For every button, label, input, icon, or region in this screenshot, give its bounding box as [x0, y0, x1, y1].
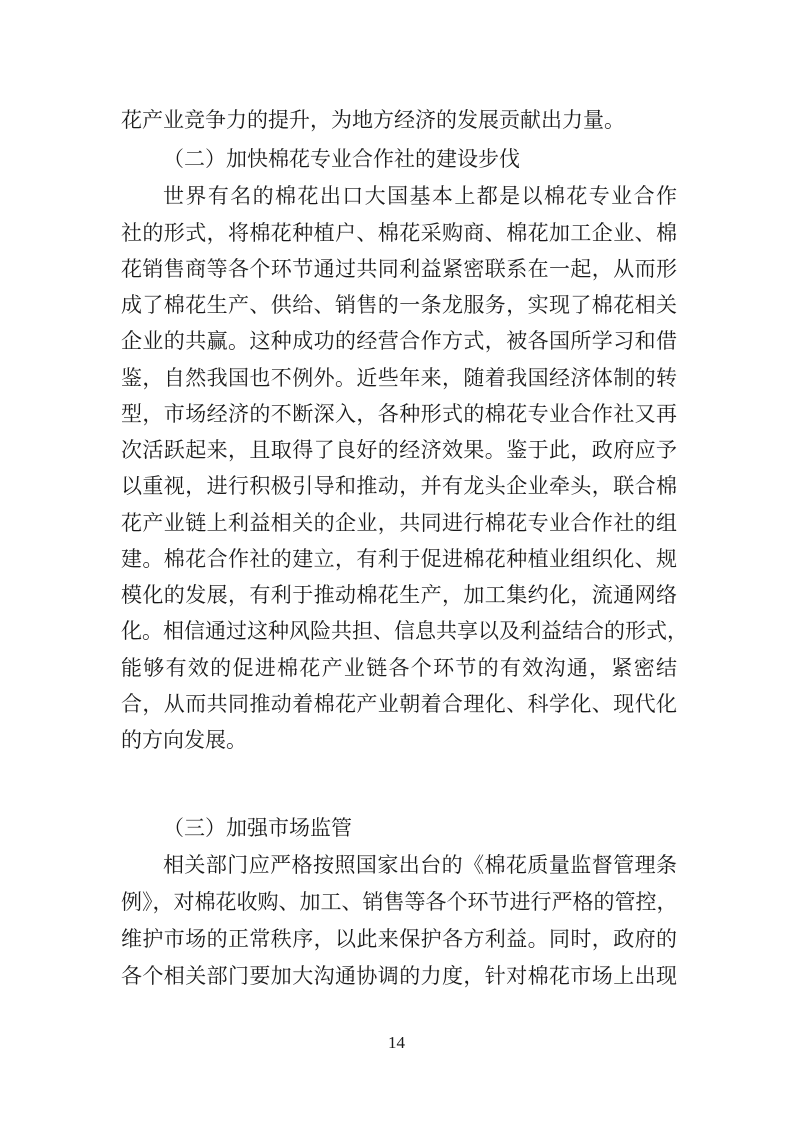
paragraph-line: 模化的发展，有利于推动棉花生产，加工集约化，流通网络 — [121, 583, 677, 607]
paragraph-line: 次活跃起来，且取得了良好的经济效果。鉴于此，政府应予 — [121, 438, 677, 462]
paragraph-line: 维护市场的正常秩序，以此来保护各方利益。同时，政府的 — [121, 927, 677, 951]
paragraph-line: 以重视，进行积极引导和推动，并有龙头企业牵头，联合棉 — [121, 474, 677, 498]
paragraph-line: 各个相关部门要加大沟通协调的力度，针对棉花市场上出现 — [121, 964, 677, 988]
paragraph-line: 例》，对棉花收购、加工、销售等各个环节进行严格的管控， — [121, 890, 678, 914]
paragraph-line: 能够有效的促进棉花产业链各个环节的有效沟通，紧密结 — [121, 656, 677, 680]
paragraph-line: 企业的共赢。这种成功的经营合作方式，被各国所学习和借 — [121, 329, 677, 353]
paragraph-line: 花产业链上利益相关的企业，共同进行棉花专业合作社的组 — [121, 511, 677, 535]
paragraph-line: 成了棉花生产、供给、销售的一条龙服务，实现了棉花相关 — [121, 293, 677, 317]
paragraph-line: 世界有名的棉花出口大国基本上都是以棉花专业合作 — [163, 184, 677, 208]
page-number: 14 — [388, 1033, 405, 1052]
paragraph-line: 化。相信通过这种风险共担、信息共享以及利益结合的形式， — [121, 619, 688, 643]
section-heading-3: （三）加强市场监管 — [163, 816, 352, 840]
section-heading-2: （二）加快棉花专业合作社的建设步伐 — [163, 147, 520, 171]
paragraph-line: 建。棉花合作社的建立，有利于促进棉花种植业组织化、规 — [121, 547, 677, 571]
paragraph-line: 型，市场经济的不断深入，各种形式的棉花专业合作社又再 — [121, 402, 677, 426]
paragraph-line: 鉴，自然我国也不例外。近些年来，随着我国经济体制的转 — [121, 366, 677, 390]
paragraph-line: 花销售商等各个环节通过共同利益紧密联系在一起，从而形 — [121, 257, 677, 281]
paragraph-line: 社的形式，将棉花种植户、棉花采购商、棉花加工企业、棉 — [121, 221, 677, 245]
paragraph-continuation-line: 花产业竞争力的提升，为地方经济的发展贡献出力量。 — [121, 108, 625, 132]
paragraph-line: 的方向发展。 — [121, 728, 247, 752]
paragraph-line: 相关部门应严格按照国家出台的《棉花质量监督管理条 — [163, 853, 677, 877]
paragraph-line: 合，从而共同推动着棉花产业朝着合理化、科学化、现代化 — [121, 692, 677, 716]
